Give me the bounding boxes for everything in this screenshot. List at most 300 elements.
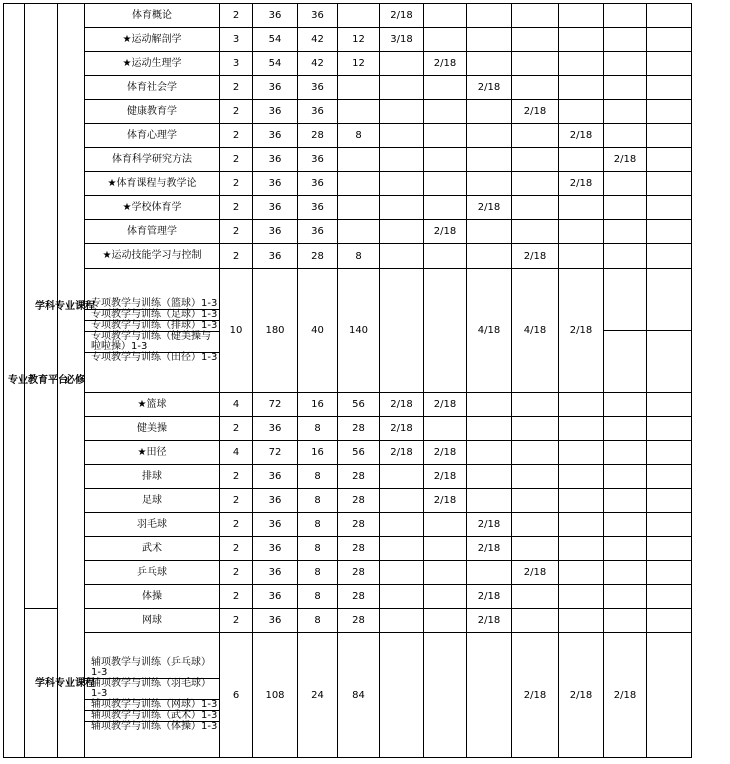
table-row [4,148,692,172]
cell-blank [647,148,692,172]
cell-s3 [467,148,512,172]
course-name: 专项教学与训练（健美操与啦啦操）1-3 [85,332,219,353]
cell-hours: 36 [253,124,298,148]
course-name: 武术 [142,543,162,554]
course-name-cell [85,124,220,148]
cell-practice: 12 [338,28,380,52]
course-name: 运动解剖学 [131,34,182,45]
course-name-cell [85,393,220,417]
cell-s2 [424,148,467,172]
cell-hours: 36 [253,148,298,172]
cell-s2 [424,609,467,633]
cell-s5 [559,585,604,609]
cell-s2: 2/18 [424,441,467,465]
course-name: 健康教育学 [127,106,177,117]
cell-practice [338,76,380,100]
cell-s5: 2/18 [559,172,604,196]
cell-s3 [467,393,512,417]
cell-credits: 2 [220,124,253,148]
cell-s5 [559,417,604,441]
cell-s3: 2/18 [467,585,512,609]
cell-hours: 36 [253,76,298,100]
cell-s3 [467,417,512,441]
cell-credits: 2 [220,76,253,100]
cell-s2 [424,196,467,220]
table-row [4,489,692,513]
cell-s2 [424,513,467,537]
cell-s2: 2/18 [424,489,467,513]
course-name-cell [85,220,220,244]
course-group-cell [85,633,220,758]
cell-credits: 4 [220,441,253,465]
cell-practice: 28 [338,489,380,513]
cell-theory: 8 [298,489,338,513]
cell-s4 [512,465,559,489]
cell-credits: 2 [220,100,253,124]
cell-s6: 2/18 [604,633,647,758]
cell-s4 [512,513,559,537]
cell-s3: 2/18 [467,196,512,220]
table-row [4,393,692,417]
cell-practice: 28 [338,609,380,633]
cell-s3 [467,52,512,76]
cell-practice: 28 [338,513,380,537]
cell-s2 [424,4,467,28]
star-icon: ★ [137,399,147,410]
cell-s6 [604,585,647,609]
cell-s5 [559,196,604,220]
cell-s2 [424,269,467,393]
cell-hours: 36 [253,561,298,585]
cell-s4: 2/18 [512,100,559,124]
cell-s1 [380,585,424,609]
cell-hours: 180 [253,269,298,393]
cell-s1: 3/18 [380,28,424,52]
cell-s4 [512,489,559,513]
course-name: 运动技能学习与控制 [111,250,202,261]
course-name: 体育科学研究方法 [112,154,192,165]
course-name-cell [85,244,220,269]
cell-s3: 2/18 [467,513,512,537]
cell-blank [647,489,692,513]
cell-hours: 54 [253,52,298,76]
cell-s6 [604,609,647,633]
cell-s1 [380,561,424,585]
cell-s4 [512,76,559,100]
cell-hours: 36 [253,465,298,489]
course-table [3,3,692,758]
cell-theory: 40 [298,269,338,393]
course-name-cell [85,561,220,585]
cell-s1 [380,489,424,513]
table-row [4,513,692,537]
cell-practice: 28 [338,465,380,489]
table-row [4,441,692,465]
cell-blank [647,244,692,269]
cell-blank [647,100,692,124]
cell-practice [338,148,380,172]
course-name: 体育心理学 [127,130,177,141]
cell-theory: 42 [298,28,338,52]
cell-s1: 2/18 [380,393,424,417]
cell-hours: 36 [253,244,298,269]
cell-hours: 36 [253,609,298,633]
course-name: 专项教学与训练（篮球）1-3 [85,299,219,310]
cell-blank [647,4,692,28]
cell-theory: 36 [298,148,338,172]
cell-s1 [380,633,424,758]
cell-hours: 36 [253,172,298,196]
cell-s6 [604,220,647,244]
cell-s1: 2/18 [380,417,424,441]
course-name: 辅项教学与训练（羽毛球）1-3 [85,679,219,700]
cell-practice: 140 [338,269,380,393]
cell-practice: 28 [338,585,380,609]
table-row [4,28,692,52]
cell-s6 [604,561,647,585]
table-row [4,537,692,561]
cell-s1 [380,100,424,124]
cell-practice: 8 [338,124,380,148]
cell-s6 [604,465,647,489]
course-name-cell [85,172,220,196]
cell-blank [647,441,692,465]
course-name-cell [85,52,220,76]
cell-s4 [512,28,559,52]
cell-credits: 2 [220,609,253,633]
cell-blank [647,465,692,489]
course-name-cell [85,4,220,28]
cell-s3 [467,220,512,244]
cell-blank [647,76,692,100]
cell-s6: 2/18 [604,148,647,172]
cell-hours: 36 [253,196,298,220]
star-icon: ★ [137,447,147,458]
cell-blank [647,220,692,244]
cell-hours: 36 [253,417,298,441]
cell-s5 [559,537,604,561]
course-name: 体育社会学 [127,82,177,93]
course-name-cell [85,585,220,609]
cell-practice: 84 [338,633,380,758]
cell-s3 [467,465,512,489]
cell-hours: 54 [253,28,298,52]
cell-s2 [424,417,467,441]
cell-hours: 72 [253,393,298,417]
table-row [4,76,692,100]
course-name-cell [85,441,220,465]
cell-s5 [559,489,604,513]
course-name: 辅项教学与训练（体操）1-3 [91,721,218,732]
cell-s3: 4/18 [467,269,512,393]
cell-blank [647,417,692,441]
star-icon: ★ [122,58,132,69]
cell-s4: 2/18 [512,244,559,269]
cell-blank-split [647,633,692,758]
course-name-cell [85,513,220,537]
course-name: 体操 [142,591,162,602]
table-row [4,100,692,124]
cell-s6 [604,124,647,148]
course-name-cell [85,148,220,172]
cell-s4 [512,417,559,441]
cell-s5 [559,441,604,465]
cell-s1: 2/18 [380,4,424,28]
table-row [4,244,692,269]
cell-theory: 36 [298,100,338,124]
cell-blank [647,609,692,633]
course-name: 辅项教学与训练（武术）1-3 [85,711,219,722]
cell-s1 [380,269,424,393]
course-name: 体育管理学 [127,226,177,237]
course-name: 乒乓球 [137,567,167,578]
cell-s2 [424,561,467,585]
cell-credits: 2 [220,4,253,28]
cell-hours: 36 [253,585,298,609]
cell-s2: 2/18 [424,52,467,76]
cell-s5 [559,4,604,28]
cell-hours: 36 [253,220,298,244]
course-name-cell [85,76,220,100]
cell-theory: 36 [298,220,338,244]
cell-s1 [380,465,424,489]
cell-credits: 2 [220,513,253,537]
cell-s2 [424,633,467,758]
cell-theory: 8 [298,513,338,537]
cell-blank [647,124,692,148]
table-row [4,465,692,489]
table-row [4,196,692,220]
cell-credits: 2 [220,244,253,269]
cell-s3 [467,441,512,465]
cell-s6 [604,489,647,513]
cell-s4: 2/18 [512,561,559,585]
cell-s4 [512,441,559,465]
cell-s5 [559,393,604,417]
course-name: 健美操 [137,423,167,434]
cell-s3 [467,561,512,585]
cell-s3: 2/18 [467,76,512,100]
table-row [4,220,692,244]
cell-s1 [380,124,424,148]
cell-s3 [467,4,512,28]
course-name: 足球 [142,495,162,506]
cell-s4 [512,220,559,244]
cell-s4 [512,585,559,609]
cell-credits: 2 [220,537,253,561]
cell-s3 [467,28,512,52]
cell-credits: 6 [220,633,253,758]
cell-s2 [424,124,467,148]
cell-s1: 2/18 [380,441,424,465]
cell-s1 [380,148,424,172]
cell-theory: 28 [298,124,338,148]
cell-practice: 8 [338,244,380,269]
cell-practice: 28 [338,417,380,441]
cell-practice: 56 [338,393,380,417]
cell-theory: 36 [298,4,338,28]
cell-theory: 8 [298,537,338,561]
course-name: 排球 [142,471,162,482]
cell-hours: 72 [253,441,298,465]
course-name: 羽毛球 [137,519,167,530]
cell-blank [647,172,692,196]
cell-theory: 36 [298,76,338,100]
cell-s6 [604,441,647,465]
table-row [4,585,692,609]
cell-s4 [512,172,559,196]
cell-blank [647,52,692,76]
cell-s1 [380,76,424,100]
cell-s6 [604,4,647,28]
cell-s2: 2/18 [424,465,467,489]
cell-hours: 36 [253,513,298,537]
cell-s1 [380,537,424,561]
course-type-label-text: 必修 [65,375,85,386]
cell-blank [647,393,692,417]
course-name-cell [85,489,220,513]
cell-s5 [559,28,604,52]
cell-practice [338,220,380,244]
cell-s1 [380,513,424,537]
cell-hours: 36 [253,489,298,513]
cell-practice: 28 [338,561,380,585]
cell-s3: 2/18 [467,537,512,561]
course-name-cell [85,465,220,489]
cell-s6 [604,196,647,220]
cell-credits: 2 [220,196,253,220]
table-row [4,52,692,76]
cell-s1 [380,52,424,76]
cell-s4 [512,52,559,76]
course-name: 篮球 [146,399,167,410]
cell-practice [338,172,380,196]
cell-theory: 24 [298,633,338,758]
star-icon: ★ [107,177,117,189]
cell-s6 [604,76,647,100]
cell-theory: 8 [298,561,338,585]
cell-theory: 8 [298,585,338,609]
cell-s5: 2/18 [559,269,604,393]
cell-s2 [424,537,467,561]
cell-s4: 2/18 [512,633,559,758]
cell-s5 [559,76,604,100]
cell-s6 [604,393,647,417]
cell-s4 [512,196,559,220]
cell-s3 [467,633,512,758]
cell-s6 [604,52,647,76]
cell-theory: 8 [298,465,338,489]
cell-s5: 2/18 [559,124,604,148]
cell-theory: 36 [298,172,338,196]
cell-practice: 12 [338,52,380,76]
course-name-cell [85,537,220,561]
cell-s5 [559,148,604,172]
cell-s2 [424,585,467,609]
cell-s2 [424,172,467,196]
platform-label-text: 专业教育平台 [8,375,68,386]
cell-theory: 16 [298,393,338,417]
cell-s4: 4/18 [512,269,559,393]
cell-blank [647,537,692,561]
cell-s2 [424,244,467,269]
cell-s5 [559,100,604,124]
category-label-bottom [25,609,95,758]
cell-s6 [604,537,647,561]
cell-s2 [424,76,467,100]
cell-s5 [559,561,604,585]
cell-s2: 2/18 [424,220,467,244]
cell-theory: 8 [298,609,338,633]
cell-s5 [559,244,604,269]
cell-credits: 2 [220,220,253,244]
course-name: 体育课程与教学论 [116,177,197,189]
course-name: 辅项教学与训练（乒乓球）1-3 [85,658,219,679]
cell-practice: 28 [338,537,380,561]
cell-s2 [424,100,467,124]
cell-s4 [512,609,559,633]
cell-s6 [604,100,647,124]
cell-s4 [512,537,559,561]
cell-practice [338,4,380,28]
cell-hours: 36 [253,100,298,124]
star-icon: ★ [102,250,112,261]
cell-s6 [604,513,647,537]
cell-s5 [559,609,604,633]
course-name: 网球 [142,615,162,626]
cell-s3 [467,489,512,513]
cell-credits: 2 [220,148,253,172]
cell-credits: 2 [220,561,253,585]
course-name: 田径 [146,447,167,458]
cell-s6 [604,417,647,441]
cell-s5 [559,52,604,76]
cell-s2: 2/18 [424,393,467,417]
course-name-cell [85,609,220,633]
cell-blank [647,513,692,537]
course-group-cell [85,269,220,393]
cell-credits: 2 [220,172,253,196]
course-name-cell [85,417,220,441]
cell-s6-split [604,269,647,393]
cell-theory: 42 [298,52,338,76]
course-name: 专项教学与训练（足球）1-3 [85,310,219,321]
cell-theory: 36 [298,196,338,220]
table-row [4,124,692,148]
cell-credits: 2 [220,489,253,513]
cell-blank-split [647,269,692,393]
course-name: 专项教学与训练（田径）1-3 [91,351,218,363]
table-row [4,609,692,633]
cell-s5 [559,465,604,489]
table-row [4,417,692,441]
cell-credits: 3 [220,52,253,76]
table-row [4,172,692,196]
cell-s1 [380,609,424,633]
cell-credits: 4 [220,393,253,417]
cell-s1 [380,172,424,196]
cell-s5 [559,220,604,244]
cell-credits: 2 [220,465,253,489]
table-row [4,4,692,28]
cell-blank [647,196,692,220]
cell-s6 [604,172,647,196]
cell-practice: 56 [338,441,380,465]
cell-s5: 2/18 [559,633,604,758]
cell-s6 [604,244,647,269]
course-name-cell [85,100,220,124]
table-row [4,561,692,585]
